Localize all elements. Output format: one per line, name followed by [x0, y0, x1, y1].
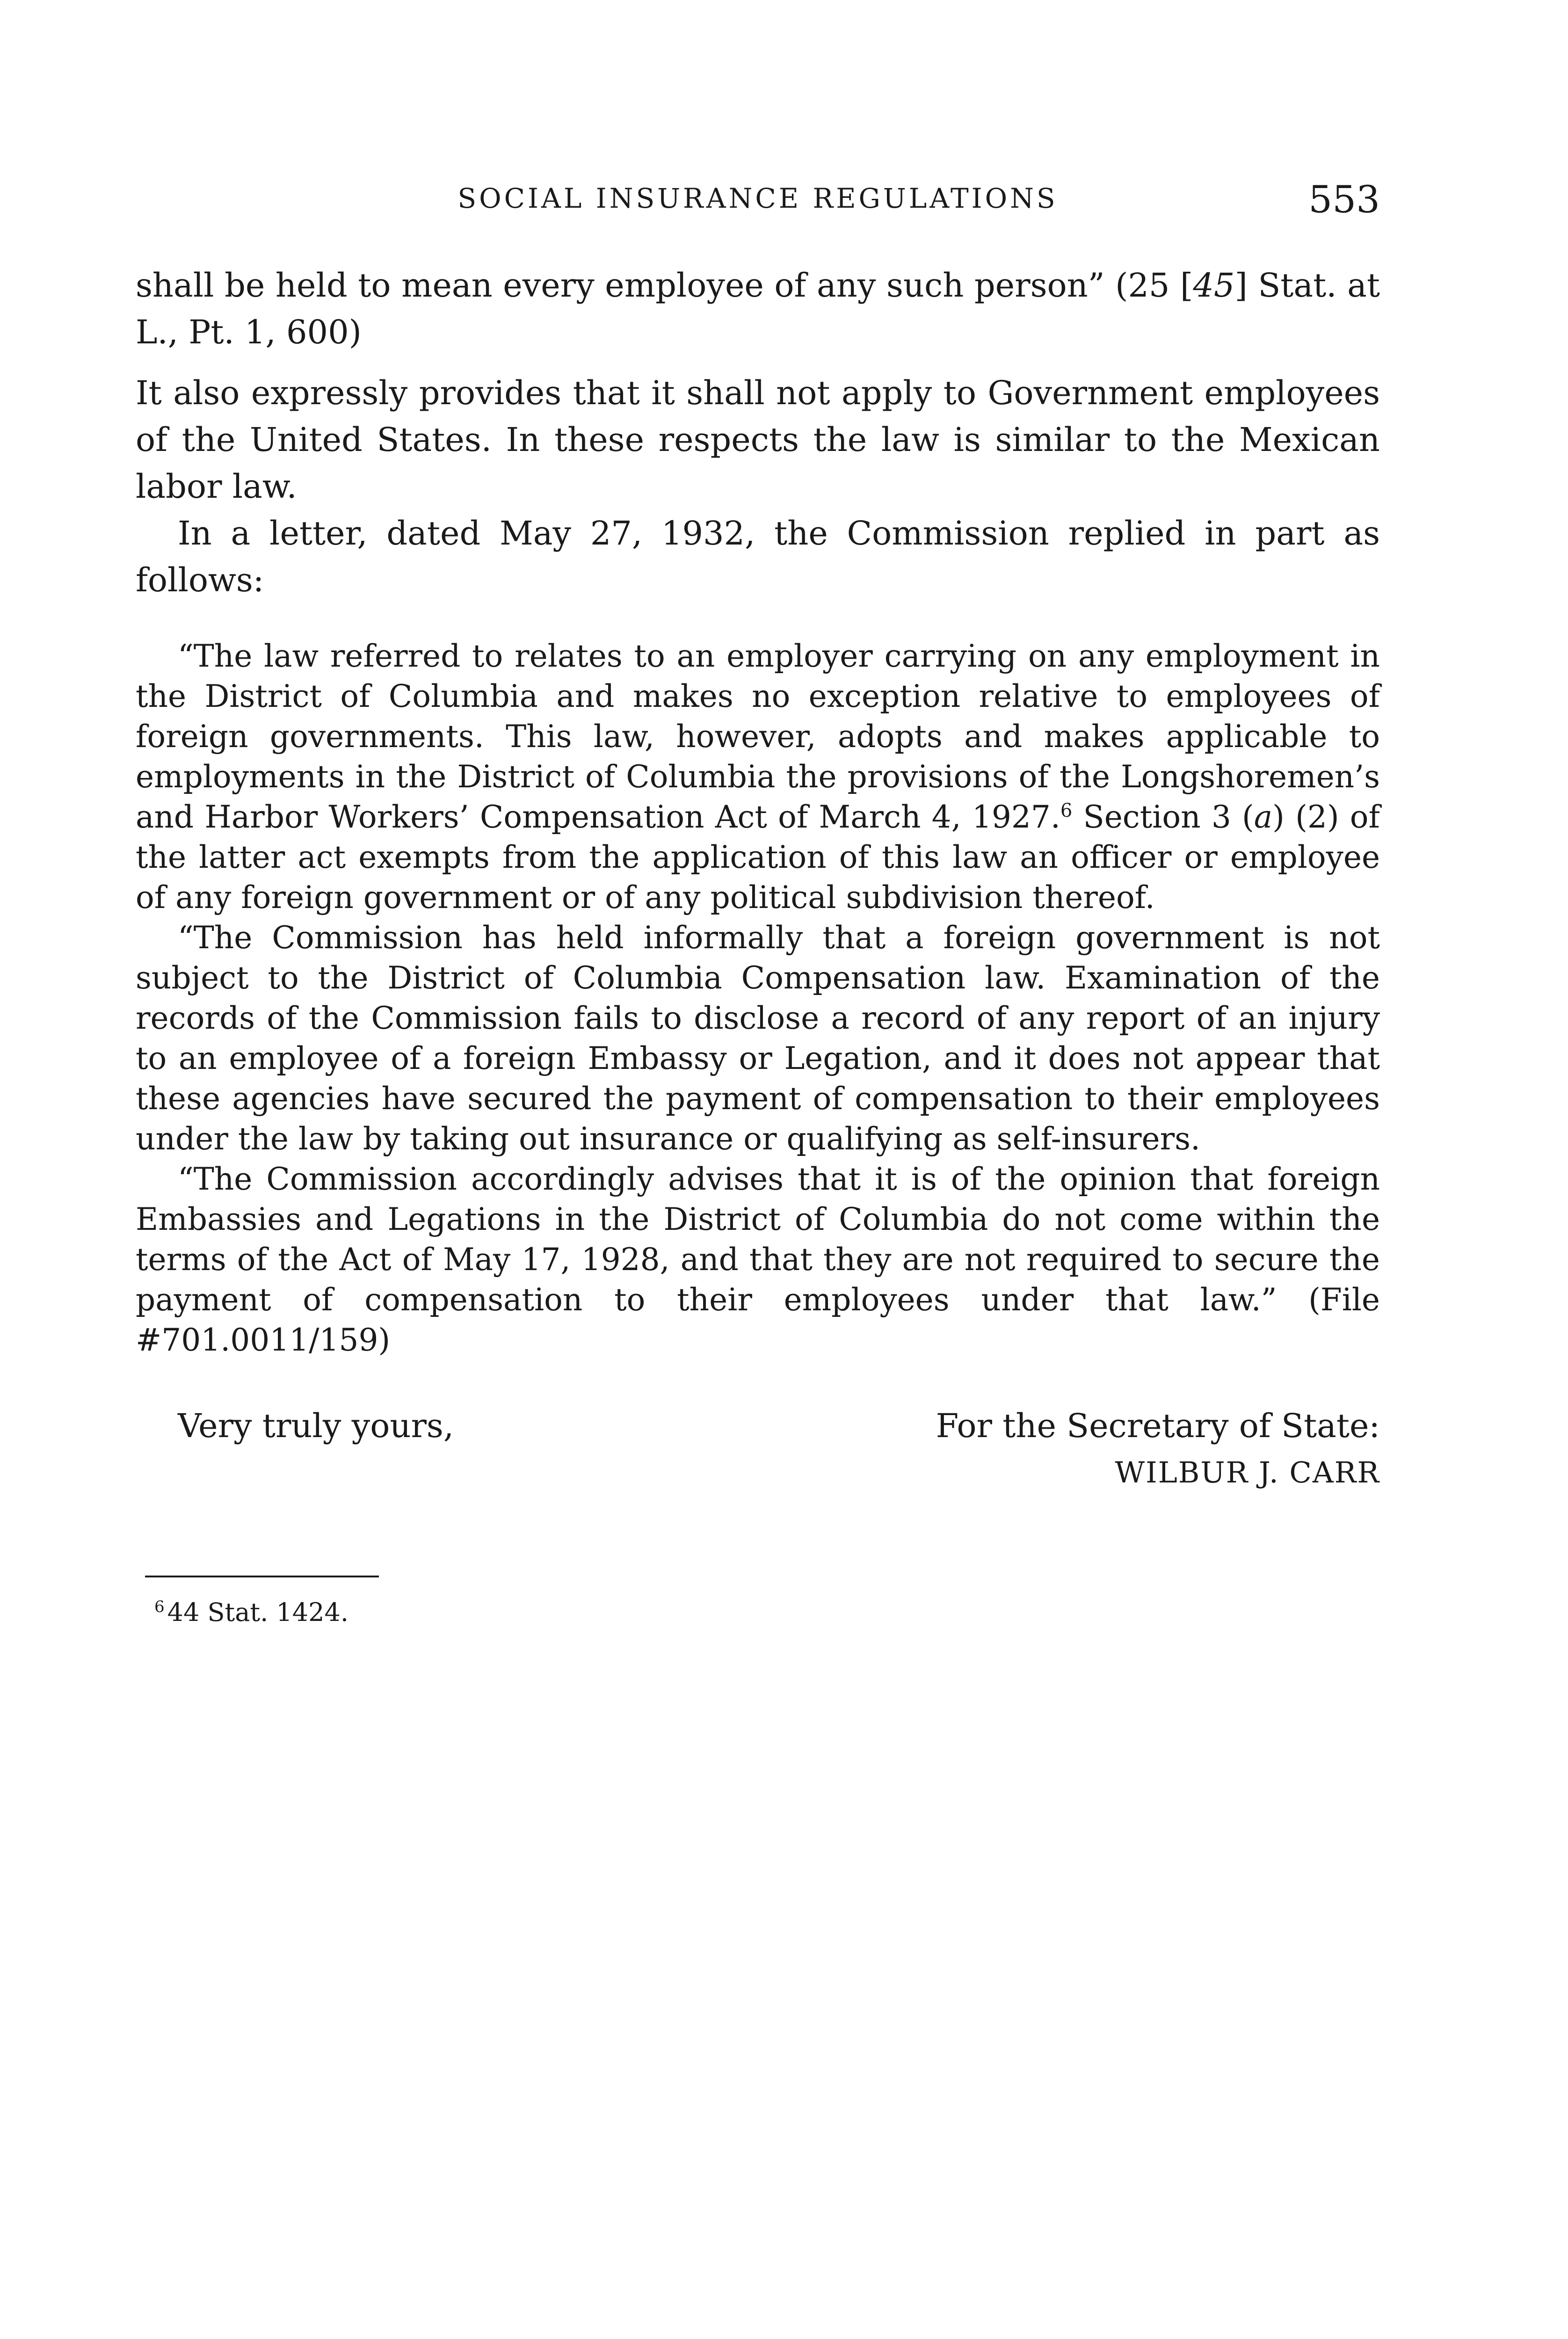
quote-paragraph-1-rest: ) (2) of the latter act exempts from the application of this law an officer or employee of any foreign government or of any political subdivision thereof. — [136, 799, 1380, 915]
paragraph-letter-intro: In a letter, dated May 27, 1932, the Commission replied in part as follows: — [136, 514, 1380, 599]
page-number: 553 — [1308, 178, 1380, 221]
page-header — [136, 178, 1380, 234]
footnote — [154, 1598, 348, 1627]
quote-paragraph-1-section: Section 3 ( — [1072, 799, 1254, 835]
volume-number: 45 — [1193, 266, 1235, 305]
signatory-name: WILBUR J. CARR — [1115, 1455, 1380, 1489]
running-head: SOCIAL INSURANCE REGULATIONS — [457, 182, 1058, 214]
body-text — [136, 262, 1380, 1505]
quote-paragraph-1 — [136, 636, 1380, 918]
quote-paragraph-1-subsection: a — [1254, 799, 1273, 835]
footnote-mark: 6 — [154, 1598, 165, 1616]
paragraph-continuation-citation: ] Stat. at L., Pt. 1, 600) — [136, 266, 1380, 351]
quote-paragraph-1-text: “The law referred to relates to an employer carrying on any employment in the District of Columbia and makes no exception relative to employees of foreign governments. This law, however, adopts and makes applicable to employments in the District of Columbia the provisions of the Longshoremen’s and Harbor Workers’ Compensation Act of March 4, 1927. — [136, 638, 1380, 835]
quote-paragraph-2: “The Commission has held informally that a foreign government is not subject to the District of Columbia Compensation law. Examination of the records of the Commission fails to disclose a record of any report of an injury to an employee of a foreign Embassy or Legation, and it does not appear that these agencies have secured the payment of compensation to their employees under the law by taking out insurance or qualifying as self-insurers. — [136, 920, 1380, 1157]
letter-closing — [136, 1402, 1380, 1505]
footnote-divider — [145, 1576, 379, 1577]
paragraph-continuation — [136, 262, 1380, 356]
paragraph-continuation-text: shall be held to mean every employee of any such person” (25 [ — [136, 266, 1193, 305]
quote-paragraph-3: “The Commission accordingly advises that it is of the opinion that foreign Embassies and Legations in the District of Columbia do not come within the terms of the Act of May 17, 1928, and that they are not required to secure the payment of compensation to their employees under that law.” (File #701.0011/159) — [136, 1161, 1380, 1358]
valediction: Very truly yours, — [178, 1407, 454, 1445]
footnote-reference: 6 — [1060, 800, 1073, 821]
quoted-letter — [136, 636, 1380, 1360]
paragraph-government-employees: It also expressly provides that it shall not apply to Government employees of the United States. In these respects the law is similar to the Mexican labor law. — [136, 374, 1380, 506]
footnote-text: 44 Stat. 1424. — [167, 1598, 349, 1627]
on-behalf-line: For the Secretary of State: — [936, 1407, 1380, 1445]
